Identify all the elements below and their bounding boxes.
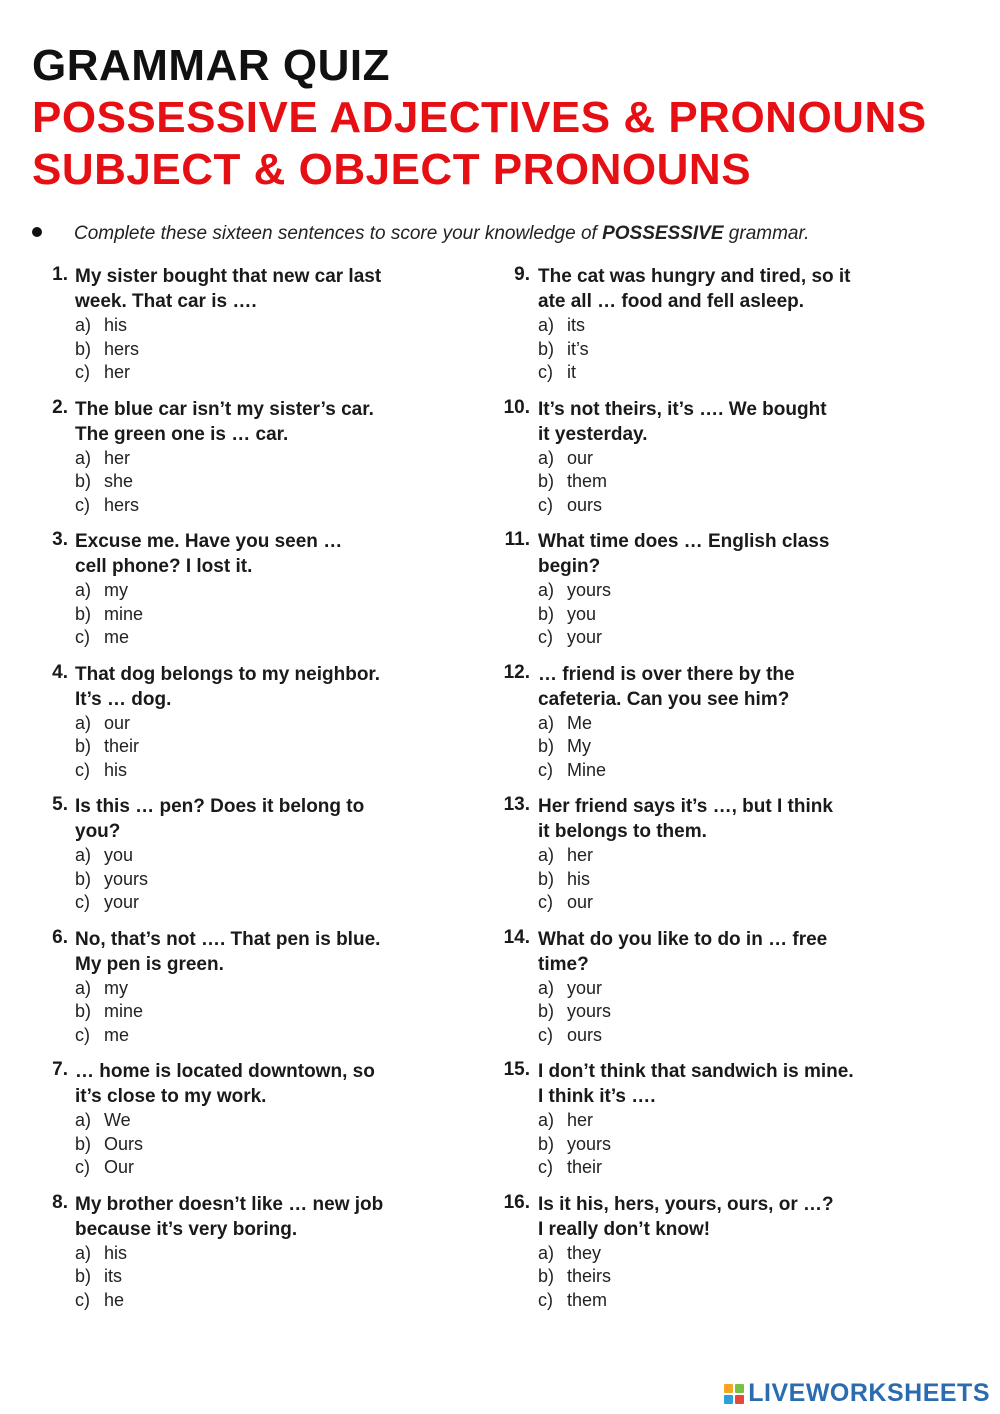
question-number: 16. [503,1191,530,1213]
option-text: his [104,315,128,335]
answer-option[interactable] [75,494,454,518]
option-text: its [104,1266,122,1286]
option-letter: a) [75,580,92,600]
answer-option[interactable] [538,712,920,736]
question-body [538,662,920,783]
option-text: ours [567,494,603,515]
question-text-line: it belongs to them. [538,821,707,842]
question-body [538,529,920,650]
question-13 [490,794,920,927]
quiz-subtitle-pronouns: SUBJECT & OBJECT PRONOUNS [32,145,752,194]
question-body [75,1059,454,1180]
question-body [75,1192,454,1313]
question-text-line: week. That car is …. [75,291,257,312]
answer-option[interactable] [75,1024,454,1048]
question-8 [34,1192,454,1325]
question-11 [490,529,920,662]
answer-option[interactable] [538,1242,920,1266]
logo-tile [735,1384,744,1393]
option-letter: b) [75,603,92,624]
option-letter: c) [75,1289,90,1310]
answer-option[interactable] [538,844,920,868]
questions-column-left [34,264,454,1324]
question-body [538,397,920,518]
option-text: their [567,1157,603,1177]
quiz-title: GRAMMAR QUIZ [32,41,390,90]
option-letter: a) [538,447,555,468]
option-letter: a) [538,315,555,335]
quiz-subtitle-possessive: POSSESSIVE ADJECTIVES & PRONOUNS [32,93,927,142]
question-body [75,662,454,783]
answer-option[interactable] [538,1156,920,1180]
question-number: 2. [52,396,68,418]
question-14 [490,927,920,1060]
answer-option[interactable] [538,361,920,385]
option-text: you [104,845,134,865]
option-letter: a) [75,712,92,733]
option-text: her [567,845,594,865]
answer-option[interactable] [538,1024,920,1048]
option-text: her [567,1110,594,1130]
question-12 [490,662,920,795]
question-text-line: No, that’s not …. That pen is blue. [75,928,381,950]
question-body [538,1192,920,1313]
option-text: mine [104,603,144,624]
option-text: your [104,892,140,912]
question-4 [34,662,454,795]
option-text: she [104,471,134,491]
logo-tile [724,1384,733,1393]
option-text: his [567,868,591,889]
question-text-line: cell phone? I lost it. [75,556,253,577]
question-3 [34,529,454,662]
option-text: Mine [567,759,607,780]
liveworksheets-logo [724,1379,990,1408]
option-letter: c) [75,494,90,515]
question-number: 13. [503,794,530,815]
question-6 [34,927,454,1060]
question-text-line: Is this … pen? Does it belong to [75,796,365,817]
question-text-line: begin? [538,556,601,577]
option-letter: c) [538,627,553,647]
option-text: me [104,627,130,647]
question-text-line: The blue car isn’t my sister’s car. [75,398,374,420]
question-text-line: ate all … food and fell asleep. [538,291,805,312]
option-letter: a) [538,977,555,998]
option-letter: a) [75,447,92,468]
option-text: Me [567,712,593,733]
option-letter: a) [538,1242,555,1263]
question-text-line: The green one is … car. [75,423,289,445]
option-letter: b) [75,1266,92,1286]
question-text-line: I really don’t know! [538,1218,711,1240]
question-text-line: Is it his, hers, yours, ours, or …? [538,1193,834,1215]
option-text: his [104,759,128,780]
questions-column-right [490,264,920,1324]
option-text: We [104,1110,131,1130]
option-letter: b) [538,338,555,359]
option-text: My [567,736,591,756]
option-letter: b) [538,736,555,756]
answer-option[interactable] [538,470,920,494]
option-letter: a) [538,845,555,865]
option-letter: b) [538,603,555,624]
option-letter: c) [538,1157,553,1177]
option-letter: a) [75,977,92,998]
option-text: yours [567,1133,612,1154]
question-number: 12. [503,661,530,683]
answer-option[interactable] [75,891,454,915]
option-text: our [567,447,594,468]
answer-option[interactable] [538,1289,920,1313]
answer-option[interactable] [75,626,454,650]
question-text-line: it’s close to my work. [75,1086,267,1107]
question-text-line: you? [75,821,121,842]
answer-option[interactable] [538,1109,920,1133]
option-text: my [104,580,128,600]
question-body [75,794,454,915]
question-body [538,264,920,385]
answer-option[interactable] [538,626,920,650]
option-text: Our [104,1157,135,1177]
logo-text: LIVEWORKSHEETS [748,1379,990,1407]
question-body [538,927,920,1048]
option-text: mine [104,1001,144,1021]
question-number: 11. [504,529,530,550]
option-letter: c) [75,362,90,382]
option-letter: c) [538,1289,553,1310]
answer-option[interactable] [538,447,920,471]
question-text-line: it yesterday. [538,423,648,445]
question-body [75,264,454,385]
question-body [538,794,920,915]
option-letter: b) [538,868,555,889]
question-text-line: … friend is over there by the [538,663,795,685]
option-text: it’s [567,338,589,359]
option-text: my [104,977,128,998]
question-number: 3. [52,529,68,550]
option-text: theirs [567,1266,612,1286]
answer-option[interactable] [75,338,454,362]
option-text: his [104,1242,128,1263]
question-text-line: I think it’s …. [538,1086,656,1107]
question-text-line: My pen is green. [75,953,224,975]
option-letter: a) [75,1242,92,1263]
option-letter: c) [538,892,553,912]
answer-option[interactable] [538,579,920,603]
answer-option[interactable] [75,1265,454,1289]
answer-option[interactable] [75,844,454,868]
answer-option[interactable] [75,361,454,385]
question-number: 1. [52,264,68,285]
option-text: your [567,627,603,647]
question-number: 9. [514,264,530,285]
option-letter: c) [75,627,90,647]
question-text-line: That dog belongs to my neighbor. [75,663,381,685]
option-letter: a) [75,315,92,335]
question-number: 6. [52,926,68,948]
bullet-icon [32,227,42,237]
option-letter: b) [75,1001,92,1021]
question-text-line: The cat was hungry and tired, so it [538,266,851,287]
instructions-text-after: grammar. [723,223,810,244]
answer-option[interactable] [538,314,920,338]
answer-option[interactable] [75,314,454,338]
option-text: yours [104,868,149,889]
question-10 [490,397,920,530]
question-body [75,927,454,1048]
option-letter: a) [538,712,555,733]
liveworksheets-logo-icon [724,1384,744,1404]
question-16 [490,1192,920,1325]
question-text-line: because it’s very boring. [75,1218,298,1240]
option-text: their [104,736,140,756]
answer-option[interactable] [75,579,454,603]
option-text: them [567,471,608,491]
question-number: 5. [52,794,68,815]
question-number: 14. [503,926,530,948]
question-text-line: My sister bought that new car last [75,266,382,287]
instructions-text-before: Complete these sixteen sentences to score your knowledge of [74,223,603,244]
option-letter: b) [75,1133,92,1154]
question-number: 7. [52,1059,68,1080]
question-text-line: It’s not theirs, it’s …. We bought [538,398,827,420]
answer-option[interactable] [75,1109,454,1133]
answer-option[interactable] [538,1133,920,1157]
answer-option[interactable] [75,603,454,627]
option-text: our [104,712,131,733]
question-text-line: cafeteria. Can you see him? [538,688,790,710]
question-9 [490,264,920,397]
question-body [75,397,454,518]
option-letter: c) [75,1157,90,1177]
option-letter: a) [538,580,555,600]
option-text: yours [567,580,612,600]
option-text: ours [567,1024,603,1045]
quiz-header [32,41,972,198]
option-text: our [567,892,594,912]
question-body [75,529,454,650]
answer-option[interactable] [538,759,920,783]
answer-option[interactable] [75,1289,454,1313]
option-letter: b) [538,1133,555,1154]
logo-tile [735,1395,744,1404]
option-letter: b) [538,1001,555,1021]
answer-option[interactable] [75,1133,454,1157]
answer-option[interactable] [75,1000,454,1024]
question-text-line: Her friend says it’s …, but I think [538,796,833,817]
option-text: hers [104,338,140,359]
option-letter: c) [538,494,553,515]
question-text-line: My brother doesn’t like … new job [75,1193,384,1215]
answer-option[interactable] [75,712,454,736]
question-number: 8. [52,1191,68,1213]
question-2 [34,397,454,530]
question-15 [490,1059,920,1192]
option-letter: b) [538,1266,555,1286]
option-letter: b) [538,471,555,491]
answer-option[interactable] [75,759,454,783]
question-1 [34,264,454,397]
question-text-line: … home is located downtown, so [75,1061,375,1082]
answer-option[interactable] [538,603,920,627]
option-text: her [104,362,131,382]
answer-option[interactable] [538,338,920,362]
question-number: 15. [503,1059,530,1080]
option-letter: a) [75,845,92,865]
option-letter: a) [75,1110,92,1130]
question-text-line: time? [538,953,589,975]
question-5 [34,794,454,927]
question-text-line: Excuse me. Have you seen … [75,531,343,552]
option-text: they [567,1242,602,1263]
option-text: yours [567,1001,612,1021]
logo-tile [724,1395,733,1404]
answer-option[interactable] [538,494,920,518]
option-letter: c) [75,759,90,780]
option-text: its [567,315,585,335]
option-letter: b) [75,868,92,889]
question-7 [34,1059,454,1192]
option-text: her [104,447,131,468]
option-text: he [104,1289,125,1310]
question-text-line: What time does … English class [538,531,830,552]
option-letter: c) [75,892,90,912]
option-text: you [567,603,597,624]
question-text-line: It’s … dog. [75,688,172,710]
option-letter: b) [75,338,92,359]
answer-option[interactable] [538,977,920,1001]
answer-option[interactable] [75,470,454,494]
option-letter: a) [538,1110,555,1130]
option-letter: c) [538,362,553,382]
option-text: them [567,1289,608,1310]
answer-option[interactable] [538,1000,920,1024]
question-text-line: I don’t think that sandwich is mine. [538,1061,854,1082]
option-text: your [567,977,603,998]
answer-option[interactable] [75,977,454,1001]
answer-option[interactable] [75,735,454,759]
answer-option[interactable] [75,1156,454,1180]
question-body [538,1059,920,1180]
answer-option[interactable] [538,868,920,892]
option-text: me [104,1024,130,1045]
answer-option[interactable] [538,735,920,759]
option-letter: b) [75,736,92,756]
answer-option[interactable] [75,447,454,471]
question-number: 4. [52,661,68,683]
option-letter: c) [75,1024,90,1045]
option-text: hers [104,494,140,515]
instructions-emphasis: POSSESSIVE [602,223,724,244]
option-text: it [567,362,576,382]
answer-option[interactable] [75,1242,454,1266]
answer-option[interactable] [75,868,454,892]
option-letter: c) [538,759,553,780]
question-text-line: What do you like to do in … free [538,928,828,950]
answer-option[interactable] [538,1265,920,1289]
answer-option[interactable] [538,891,920,915]
option-letter: b) [75,471,92,491]
option-letter: c) [538,1024,553,1045]
question-number: 10. [503,396,530,418]
option-text: Ours [104,1133,144,1154]
instructions [32,223,982,245]
